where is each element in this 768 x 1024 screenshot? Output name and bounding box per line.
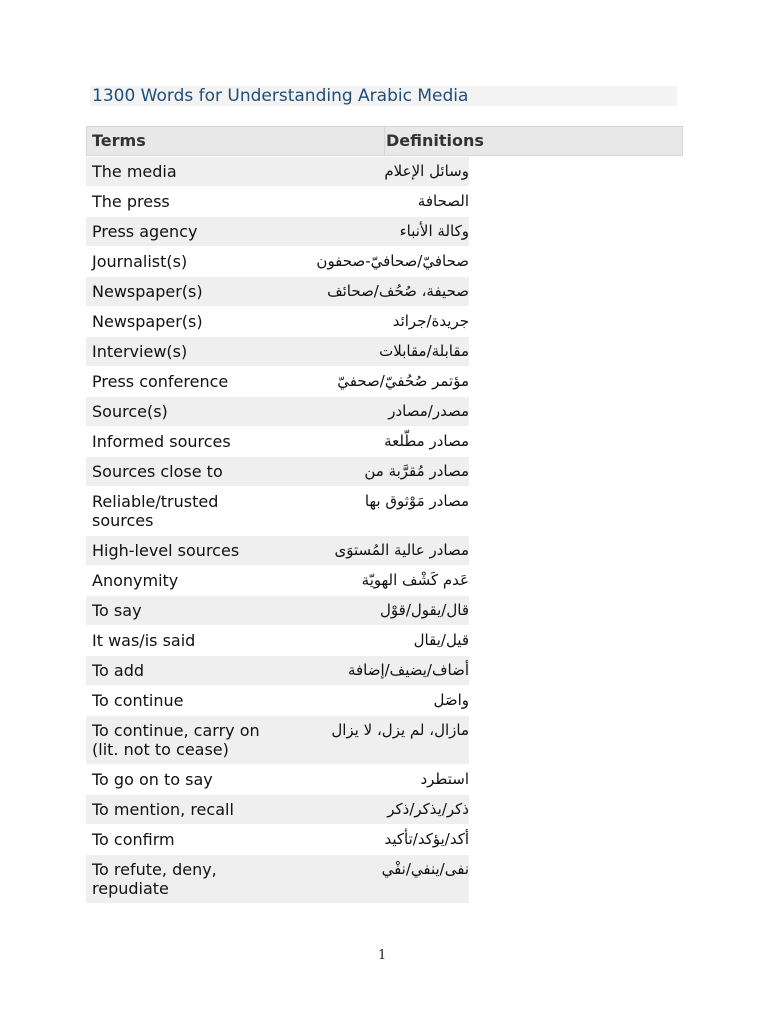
definition-cell: مصادر مطّلعة <box>384 432 469 450</box>
table-row <box>86 566 469 595</box>
definition-cell: قال/يقول/قوْل <box>380 601 469 619</box>
table-row <box>86 487 469 535</box>
table-row <box>86 187 469 216</box>
definition-cell: ذكر/يذكر/ذكر <box>387 800 469 818</box>
definition-cell: عَدم كَشْف الهويّة <box>361 571 469 589</box>
definition-cell: استطرد <box>420 770 469 788</box>
definition-cell: مصادر عالية المُستوَى <box>334 541 469 559</box>
table-row <box>86 716 469 764</box>
table-row <box>86 626 469 655</box>
table-row <box>86 596 469 625</box>
definition-cell: أضاف/يضيف/إضافة <box>347 661 469 679</box>
definition-cell: واصَل <box>433 691 469 709</box>
table-row <box>86 656 469 685</box>
table-row <box>86 337 469 366</box>
definition-cell: وكالة الأنباء <box>399 222 469 240</box>
definition-cell: صحافيّ/صحافيّ-صحفون <box>316 252 469 270</box>
document-title: 1300 Words for Understanding Arabic Media <box>90 86 677 106</box>
table-row <box>86 247 469 276</box>
table-row <box>86 157 469 186</box>
term-cell: Source(s) <box>92 402 168 421</box>
table-row <box>86 217 469 246</box>
page-number: 1 <box>378 948 387 963</box>
terms-column-header: Terms <box>92 131 146 150</box>
table-row <box>86 536 469 565</box>
definition-cell: مصادر مَوْثوق بها <box>364 492 469 510</box>
definition-cell: وسائل الإعلام <box>384 162 469 180</box>
term-cell: The media <box>92 162 177 181</box>
glossary-table-body <box>86 157 469 904</box>
term-cell: To continue <box>92 691 184 710</box>
term-cell: To refute, deny, repudiate <box>92 860 217 898</box>
term-cell: Newspaper(s) <box>92 312 203 331</box>
table-row <box>86 397 469 426</box>
term-cell: Anonymity <box>92 571 179 590</box>
table-row <box>86 855 469 903</box>
term-cell: To say <box>92 601 142 620</box>
definition-cell: مقابلة/مقابلات <box>379 342 469 360</box>
table-row <box>86 825 469 854</box>
term-cell: High-level sources <box>92 541 240 560</box>
definition-cell: مازال، لم يزل، لا يزال <box>331 721 469 739</box>
term-cell: Journalist(s) <box>92 252 188 271</box>
term-cell: Press conference <box>92 372 229 391</box>
definition-cell: جريدة/جرائد <box>392 312 469 330</box>
term-cell: Sources close to <box>92 462 223 481</box>
table-row <box>86 307 469 336</box>
definition-cell: الصحافة <box>417 192 469 210</box>
definition-cell: صحيفة، صُحُف/صحائف <box>327 282 469 300</box>
definition-cell: مؤتمر صُحُفيّ/صحفيّ <box>337 372 469 390</box>
table-row <box>86 765 469 794</box>
table-row <box>86 367 469 396</box>
definition-cell: مصادر مُقرَّبة من <box>364 462 469 480</box>
term-cell: To continue, carry on (lit. not to cease) <box>92 721 260 759</box>
table-row <box>86 457 469 486</box>
term-cell: To go on to say <box>92 770 213 789</box>
term-cell: To confirm <box>92 830 175 849</box>
term-cell: Interview(s) <box>92 342 188 361</box>
definition-cell: أكد/يؤكد/تأكيد <box>384 830 469 848</box>
table-row <box>86 277 469 306</box>
term-cell: Press agency <box>92 222 198 241</box>
table-row <box>86 795 469 824</box>
table-row <box>86 427 469 456</box>
term-cell: Newspaper(s) <box>92 282 203 301</box>
table-header-row <box>86 126 683 156</box>
term-cell: To mention, recall <box>92 800 234 819</box>
definition-cell: نفى/ينفي/نفْي <box>381 860 469 878</box>
term-cell: Informed sources <box>92 432 231 451</box>
term-cell: The press <box>92 192 170 211</box>
term-cell: To add <box>92 661 145 680</box>
definition-cell: قيل/يقال <box>413 631 469 649</box>
term-cell: Reliable/trusted sources <box>92 492 219 530</box>
term-cell: It was/is said <box>92 631 196 650</box>
definition-cell: مصدر/مصادر <box>388 402 469 420</box>
table-row <box>86 686 469 715</box>
definitions-column-header: Definitions <box>384 127 484 155</box>
